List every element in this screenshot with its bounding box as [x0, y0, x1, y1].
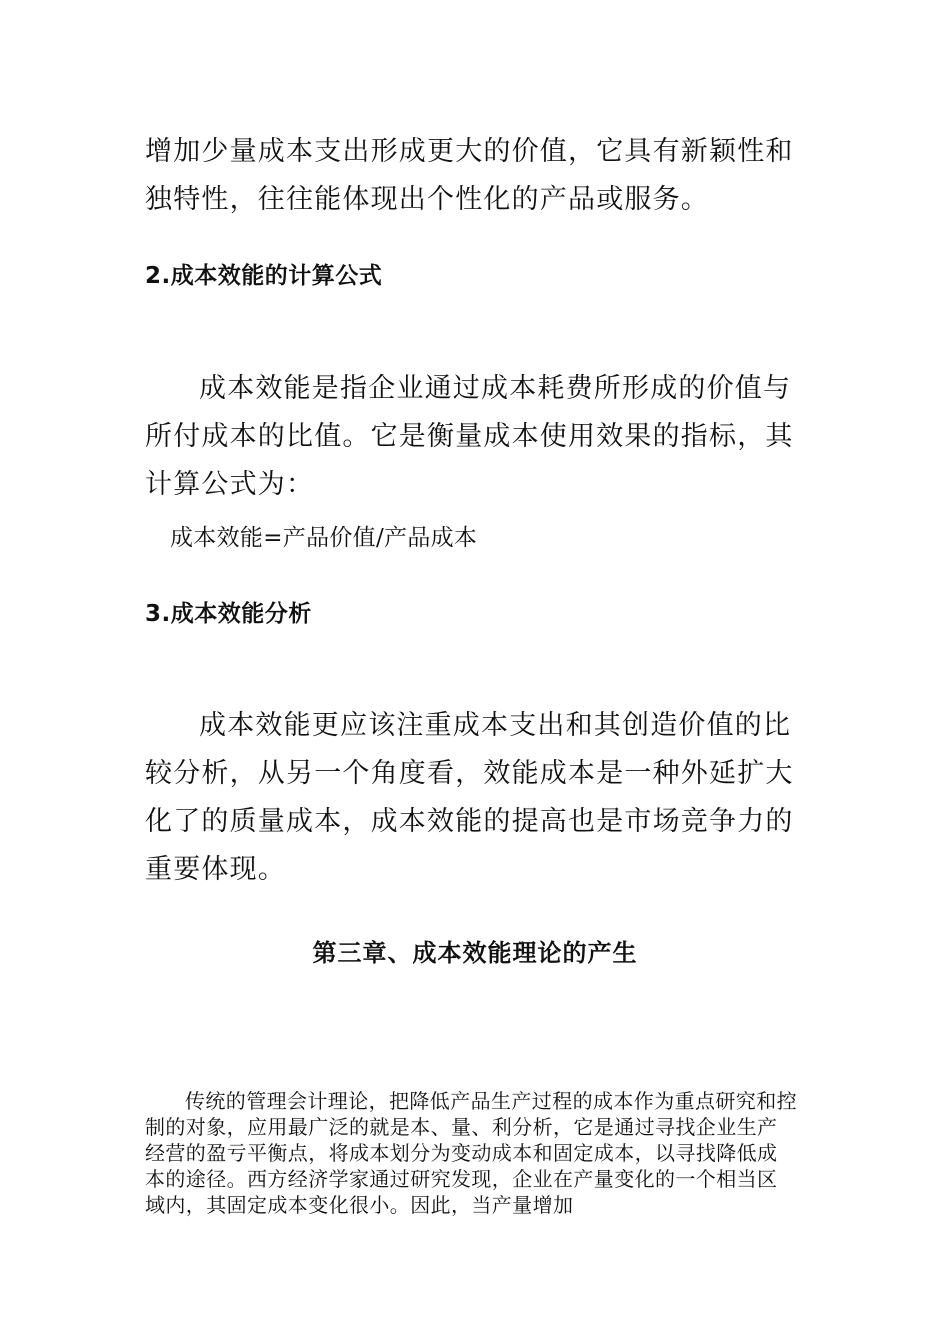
chapter-3-paragraph: 传统的管理会计理论，把降低产品生产过程的成本作为重点研究和控制的对象，应用最广泛的就是本、量、利分析，它是通过寻找企业生产经营的盈亏平衡点，将成本划分为变动成本和固定成本，以寻找降低成本的途径。西方经济学家通过研究发现，企业在产量变化的一个相当区域内，其固定成本变化很小。因此，当产量增加 — [145, 1089, 797, 1217]
chapter-3-title: 第三章、成本效能理论的产生 — [312, 939, 638, 967]
continued-paragraph: 增加少量成本支出形成更大的价值，它具有新颖性和独特性，往往能体现出个性化的产品或服务。 — [145, 136, 794, 215]
section-3-heading: 3.成本效能分析 — [145, 601, 312, 627]
section-3-paragraph: 成本效能更应该注重成本支出和其创造价值的比较分析，从另一个角度看，效能成本是一种外延扩大化了的质量成本，成本效能的提高也是市场竞争力的重要体现。 — [145, 710, 794, 885]
section-2-paragraph: 成本效能是指企业通过成本耗费所形成的价值与所付成本的比值。它是衡量成本使用效果的指标，其计算公式为： — [145, 373, 794, 500]
section-2-heading: 2.成本效能的计算公式 — [145, 263, 383, 289]
formula-line: 成本效能=产品价值/产品成本 — [170, 525, 478, 551]
